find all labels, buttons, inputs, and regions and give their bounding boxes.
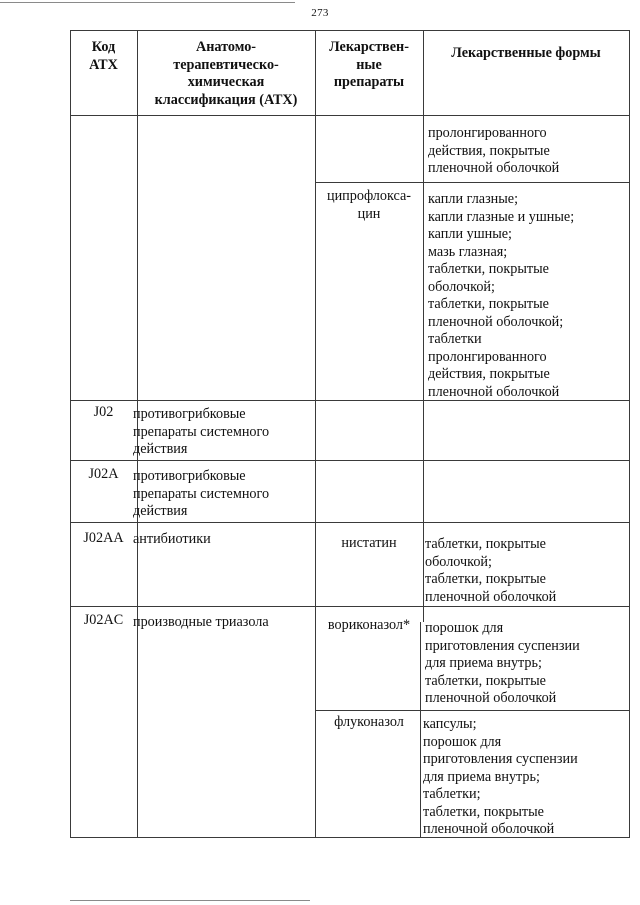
atc-code-cell: J02 — [93, 404, 114, 420]
dosage-forms-cell: капсулы; порошок для приготовления суспензии для приема внутрь; таблетки; таблетки, покрытые пленочной оболочкой — [423, 716, 578, 837]
drug-name-cell: вориконазол* — [327, 617, 411, 633]
header-classification: Анатомо- терапевтическо- химическая классификация (АТХ) — [154, 39, 298, 108]
scan-artifact-line — [70, 900, 310, 901]
table-border — [423, 30, 424, 622]
table-border — [315, 710, 630, 711]
table-border — [70, 30, 71, 838]
page-number: 273 — [311, 7, 329, 19]
atc-code-cell: J02AC — [83, 612, 124, 628]
dosage-forms-cell: порошок для приготовления суспензии для приема внутрь; таблетки, покрытые пленочной оболочкой — [425, 620, 580, 706]
scan-artifact-line — [0, 2, 295, 3]
drug-name-cell: флуконазол — [334, 714, 404, 730]
classification-cell: противогрибковые препараты системного действия — [133, 468, 270, 519]
table-border — [70, 115, 630, 116]
header-forms: Лекарственные формы — [451, 45, 601, 61]
dosage-forms-cell: пролонгированного действия, покрытые пленочной оболочкой — [428, 125, 560, 176]
table-border — [70, 460, 630, 461]
dosage-forms-cell: таблетки, покрытые оболочкой; таблетки, покрытые пленочной оболочкой — [425, 536, 557, 605]
header-code: Код АТХ — [89, 39, 118, 73]
table-border — [70, 30, 630, 31]
classification-cell: антибиотики — [133, 531, 211, 547]
header-drugs: Лекарствен- ные препараты — [329, 39, 409, 90]
drug-name-cell: ципрофлокса- цин — [326, 188, 411, 222]
table-border — [629, 30, 630, 838]
table-border — [315, 182, 630, 183]
table-border — [70, 522, 630, 523]
classification-cell: производные триазола — [133, 614, 269, 630]
drug-name-cell: нистатин — [341, 535, 397, 551]
drug-table — [70, 30, 630, 838]
classification-cell: противогрибковые препараты системного действия — [133, 406, 270, 457]
dosage-forms-cell: капли глазные; капли глазные и ушные; капли ушные; мазь глазная; таблетки, покрытые оболочкой; таблетки, покрытые пленочной оболочкой; таблетки пролонгированного действия, покрытые пленочной оболочкой — [428, 191, 575, 400]
atc-code-cell: J02A — [88, 466, 119, 482]
atc-code-cell: J02AA — [83, 530, 124, 546]
table-border — [70, 606, 630, 607]
